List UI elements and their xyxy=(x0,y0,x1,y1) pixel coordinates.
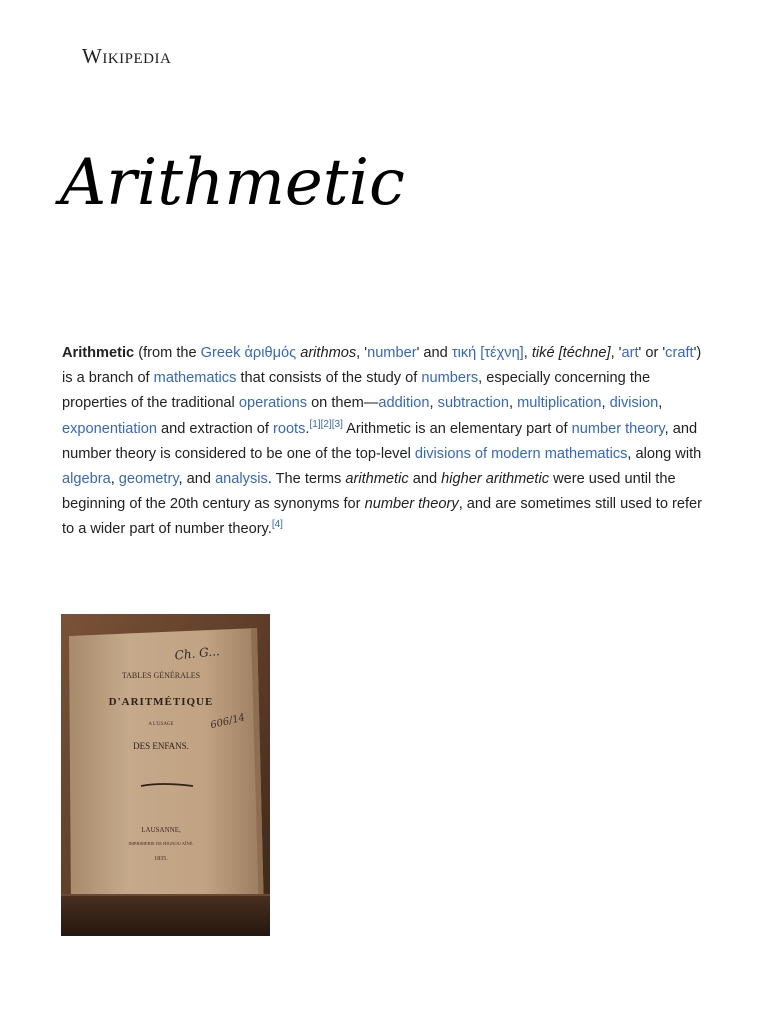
text: , xyxy=(658,395,663,412)
text: , along with xyxy=(627,445,702,462)
text: . xyxy=(305,420,310,437)
page-title: Arithmetic xyxy=(60,146,405,220)
italic-tike: tiké [téchne] xyxy=(531,345,611,361)
lead-bold-term: Arithmetic xyxy=(62,345,135,361)
text: , xyxy=(601,395,610,412)
book-line-6: IMPRIMERIE DE HIGNOU AÎNÉ. xyxy=(128,841,194,846)
link-number-theory[interactable]: number theory xyxy=(571,420,665,437)
handwriting-top: Ch. G... xyxy=(173,644,221,663)
text: , especially concerning the properties of the traditional xyxy=(62,370,651,412)
book-line-1: TABLES GÉNÉRALES xyxy=(121,671,201,680)
reference-2[interactable] xyxy=(321,419,332,430)
book-line-2: D'ARITMÉTIQUE xyxy=(108,696,214,708)
link-number[interactable]: number xyxy=(367,345,417,361)
text: , and number theory is considered to be one of the top-level xyxy=(62,420,698,462)
text: ' or ' xyxy=(638,345,666,361)
reference-link-4[interactable]: [4] xyxy=(271,519,283,531)
link-multiplication[interactable]: multiplication xyxy=(517,395,602,412)
book-line-7: 1835. xyxy=(154,856,168,862)
link-addition[interactable]: addition xyxy=(378,395,430,412)
handwriting-side: 606/14 xyxy=(209,712,247,732)
text: were used until the beginning of the 20th century as synonyms for xyxy=(62,471,676,513)
link-analysis[interactable]: analysis xyxy=(215,471,268,488)
reference-link-1[interactable]: [1] xyxy=(309,418,321,430)
text: , xyxy=(509,395,518,412)
link-operations[interactable]: operations xyxy=(238,395,308,412)
link-divisions-of-modern-mathematics[interactable]: divisions of modern mathematics xyxy=(414,445,628,462)
text: ' and xyxy=(416,345,452,361)
link-tike-greek[interactable]: τική [τέχνη] xyxy=(451,345,524,361)
text: and extraction of xyxy=(156,420,273,437)
italic-arithmos: arithmos xyxy=(300,345,357,361)
link-roots[interactable]: roots xyxy=(272,420,306,437)
lead-paragraph xyxy=(62,341,710,543)
text: on them— xyxy=(307,395,379,412)
book-line-5: LAUSANNE, xyxy=(141,826,181,834)
italic-arithmetic: arithmetic xyxy=(345,471,409,488)
link-algebra[interactable]: algebra xyxy=(62,471,111,488)
book-cover-image[interactable] xyxy=(61,614,270,936)
link-division[interactable]: division xyxy=(609,395,659,412)
text: , ' xyxy=(356,345,368,361)
italic-higher-arithmetic: higher arithmetic xyxy=(441,471,550,488)
reference-1[interactable] xyxy=(309,419,320,430)
link-arithmos-greek[interactable]: ἀριθμός xyxy=(244,345,297,361)
reference-link-3[interactable]: [3] xyxy=(331,418,343,430)
text: ') is a branch of xyxy=(62,345,702,387)
link-numbers[interactable]: numbers xyxy=(421,370,479,387)
shelf-edge xyxy=(61,894,270,896)
book-line-3: A L'USAGE xyxy=(148,722,174,727)
text: , and are sometimes still used to refer to a wider part of number theory. xyxy=(62,496,703,538)
reference-link-2[interactable]: [2] xyxy=(320,418,332,430)
text: , xyxy=(110,471,119,488)
text: , xyxy=(429,395,438,412)
link-greek[interactable]: Greek xyxy=(200,345,241,361)
text: , xyxy=(523,345,532,361)
link-craft[interactable]: craft xyxy=(665,345,694,361)
shelf xyxy=(61,894,270,936)
book-line-4: DES ENFANS. xyxy=(133,741,189,751)
link-mathematics[interactable]: mathematics xyxy=(153,370,237,387)
link-exponentiation[interactable]: exponentiation xyxy=(62,420,157,437)
text: , and xyxy=(178,471,216,488)
text: (from the xyxy=(134,345,201,361)
reference-3[interactable] xyxy=(332,419,343,430)
text: , ' xyxy=(610,345,622,361)
text: and xyxy=(408,471,442,488)
wikipedia-wordmark[interactable]: Wikipedia xyxy=(82,44,172,68)
link-geometry[interactable]: geometry xyxy=(118,471,179,488)
link-art[interactable]: art xyxy=(621,345,639,361)
reference-4[interactable] xyxy=(272,520,283,531)
italic-number-theory: number theory xyxy=(364,496,459,513)
link-subtraction[interactable]: subtraction xyxy=(437,395,510,412)
text: . The terms xyxy=(267,471,346,488)
text: Arithmetic is an elementary part of xyxy=(342,420,572,437)
text: that consists of the study of xyxy=(236,370,422,387)
